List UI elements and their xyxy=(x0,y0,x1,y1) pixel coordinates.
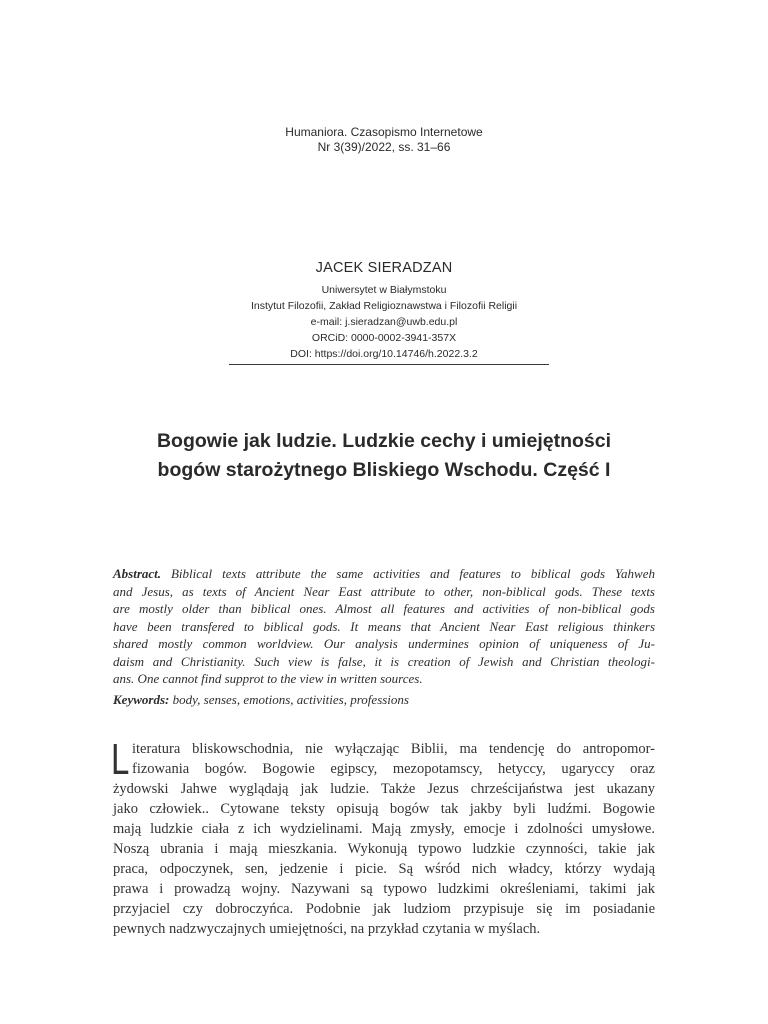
abstract-line: and Jesus, as texts of Ancient Near East attribute to other, non-biblical gods. These texts xyxy=(113,583,655,599)
abstract-line: daism and Christianity. Such view is false, it is creation of Jewish and Christian theologi- xyxy=(113,653,655,669)
journal-name: Humaniora. Czasopismo Internetowe xyxy=(285,125,483,139)
body-line: mają ludzkie ciała z ich wydzielinami. Mają zmysły, emocje i zdolności umysłowe. xyxy=(113,821,655,837)
article-title-line: Bogowie jak ludzie. Ludzkie cechy i umiejętności xyxy=(156,430,612,452)
body-line: żydowski Jahwe wyglądają jak ludzie. Także Jezus chrześcijaństwa jest ukazany xyxy=(113,781,655,797)
body-line: przyjaciel czy dobroczyńca. Podobnie jak ludziom przypisuje się im posiadanie xyxy=(113,901,655,917)
affiliation-university: Uniwersytet w Białymstoku xyxy=(321,284,447,296)
author-affiliation xyxy=(0,282,768,362)
body-line: pewnych nadzwyczajnych umiejętności, na przykład czytania w myślach. xyxy=(113,921,541,937)
abstract-label: Abstract. xyxy=(113,566,162,581)
keywords-text: body, senses, emotions, activities, professions xyxy=(169,692,409,707)
body-line: prawa i prowadzą wojny. Nazywani są typowo ludzkimi określeniami, takimi jak xyxy=(113,881,655,897)
abstract-line: shared mostly common worldview. Our analysis undermines opinion of uniqueness of Ju- xyxy=(113,636,655,651)
author-name: JACEK SIERADZAN xyxy=(315,260,453,276)
affiliation-email: e-mail: j.sieradzan@uwb.edu.pl xyxy=(310,316,458,328)
abstract-text: Biblical texts attribute the same activities and features to biblical gods Yahweh xyxy=(161,566,655,581)
abstract-line xyxy=(113,565,655,583)
affiliation-doi: DOI: https://doi.org/10.14746/h.2022.3.2 xyxy=(290,348,478,360)
affiliation-orcid: ORCiD: 0000-0002-3941-357X xyxy=(311,332,457,344)
journal-issue: Nr 3(39)/2022, ss. 31–66 xyxy=(317,140,451,154)
keywords-label: Keywords: xyxy=(113,692,170,707)
body-line: fizowania bogów. Bogowie egipscy, mezopotamscy, hetyccy, ugaryccy oraz xyxy=(132,761,655,777)
article-title xyxy=(0,427,768,485)
body-line: praca, odpoczynek, sen, jedzenie i picie. Są wśród nich władcy, którzy wydają xyxy=(113,861,655,877)
journal-header xyxy=(0,125,768,155)
abstract xyxy=(113,565,655,688)
article-title-line: bogów starożytnego Bliskiego Wschodu. Część I xyxy=(157,459,611,481)
abstract-line: ans. One cannot find supprot to the view in written sources. xyxy=(113,671,423,686)
body-paragraph xyxy=(111,735,655,939)
abstract-line: are mostly older than biblical ones. Almost all features and activities of non-biblical gods xyxy=(113,601,655,616)
abstract-line: have been transfered to biblical gods. It means that Ancient Near East religious thinkers xyxy=(113,618,655,634)
header-divider xyxy=(229,364,549,365)
body-line: Noszą ubrania i mają mieszkania. Wykonują typowo ludzkie czynności, takie jak xyxy=(113,841,655,857)
body-line: iteratura bliskowschodnia, nie wyłączając Biblii, ma tendencję do antropomor- xyxy=(132,741,655,757)
keywords xyxy=(113,691,655,709)
body-line: jako człowiek.. Cytowane teksty opisują bogów tak jakby byli ludźmi. Bogowie xyxy=(113,801,655,817)
affiliation-institute: Instytut Filozofii, Zakład Religioznawstwa i Filozofii Religii xyxy=(250,300,518,312)
drop-cap: L xyxy=(111,735,130,784)
